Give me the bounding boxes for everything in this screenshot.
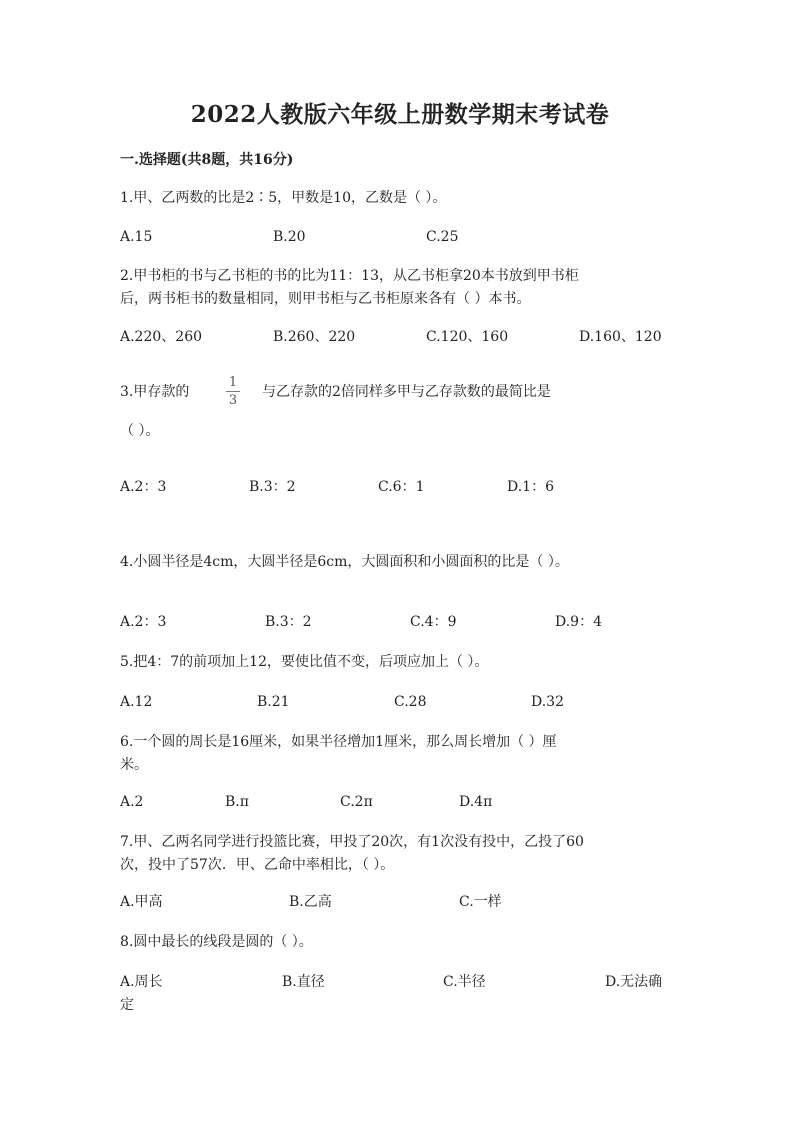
question-5: 5.把4：7的前项加上12，要使比值不变，后项应加上（ ）。 xyxy=(120,654,489,670)
fraction-one-third xyxy=(224,375,242,408)
q4-option-b[interactable]: B.3：2 xyxy=(265,614,312,630)
question-1: 1.甲、乙两数的比是2∶5，甲数是10，乙数是（ ）。 xyxy=(120,190,447,206)
question-3-prefix: 3.甲存款的 xyxy=(120,384,190,400)
q7-option-c[interactable]: C.一样 xyxy=(459,894,502,910)
q8-option-d[interactable]: D.无法确 xyxy=(605,974,663,990)
fraction-denominator: 3 xyxy=(228,393,238,408)
question-6-line-1: 6.一个圆的周长是16厘米，如果半径增加1厘米，那么周长增加（ ）厘 xyxy=(120,734,557,750)
q3-option-a[interactable]: A.2：3 xyxy=(120,479,167,495)
q6-option-a[interactable]: A.2 xyxy=(120,794,144,810)
q6-option-c[interactable]: C.2π xyxy=(340,794,373,810)
fraction-numerator: 1 xyxy=(228,375,238,390)
q1-option-a[interactable]: A.15 xyxy=(120,229,153,245)
question-2-line-1: 2.甲书柜的书与乙书柜的书的比为11：13，从乙书柜拿20本书放到甲书柜 xyxy=(120,268,579,284)
q1-option-c[interactable]: C.25 xyxy=(426,229,459,245)
q6-option-b[interactable]: B.π xyxy=(225,794,249,810)
exam-title: 2022人教版六年级上册数学期末考试卷 xyxy=(190,101,610,128)
q5-option-a[interactable]: A.12 xyxy=(120,694,153,710)
question-7-line-1: 7.甲、乙两名同学进行投篮比赛，甲投了20次，有1次没有投中，乙投了60 xyxy=(120,834,584,850)
q4-option-c[interactable]: C.4：9 xyxy=(410,614,457,630)
q3-option-d[interactable]: D.1：6 xyxy=(507,479,554,495)
question-3-line-2: （ ）。 xyxy=(120,423,160,439)
q7-option-a[interactable]: A.甲高 xyxy=(120,894,163,910)
q8-option-d-wrap: 定 xyxy=(120,997,134,1013)
q5-option-c[interactable]: C.28 xyxy=(394,694,427,710)
question-6-line-2: 米。 xyxy=(120,757,148,773)
q8-option-c[interactable]: C.半径 xyxy=(443,974,486,990)
q5-option-b[interactable]: B.21 xyxy=(257,694,290,710)
q8-option-b[interactable]: B.直径 xyxy=(282,974,325,990)
q7-option-b[interactable]: B.乙高 xyxy=(289,894,332,910)
q3-option-b[interactable]: B.3：2 xyxy=(249,479,296,495)
q2-option-d[interactable]: D.160、120 xyxy=(579,329,662,345)
q2-option-b[interactable]: B.260、220 xyxy=(273,329,356,345)
q2-option-a[interactable]: A.220、260 xyxy=(120,329,203,345)
q4-option-d[interactable]: D.9：4 xyxy=(555,614,602,630)
q6-option-d[interactable]: D.4π xyxy=(459,794,493,810)
q1-option-b[interactable]: B.20 xyxy=(273,229,306,245)
section-heading: 一.选择题(共8题，共16分) xyxy=(120,152,294,168)
question-2-line-2: 后，两书柜书的数量相同，则甲书柜与乙书柜原来各有（ ）本书。 xyxy=(120,291,531,307)
q3-option-c[interactable]: C.6：1 xyxy=(378,479,425,495)
q5-option-d[interactable]: D.32 xyxy=(531,694,564,710)
question-7-line-2: 次，投中了57次．甲、乙命中率相比，（ ）。 xyxy=(120,857,395,873)
fraction-bar xyxy=(226,391,240,392)
q8-option-a[interactable]: A.周长 xyxy=(120,974,163,990)
q2-option-c[interactable]: C.120、160 xyxy=(426,329,509,345)
question-4: 4.小圆半径是4cm，大圆半径是6cm，大圆面积和小圆面积的比是（ ）。 xyxy=(120,554,569,570)
q4-option-a[interactable]: A.2：3 xyxy=(120,614,167,630)
question-8: 8.圆中最长的线段是圆的（ ）。 xyxy=(120,934,313,950)
question-3-suffix: 与乙存款的2倍同样多甲与乙存款数的最简比是 xyxy=(262,384,551,400)
